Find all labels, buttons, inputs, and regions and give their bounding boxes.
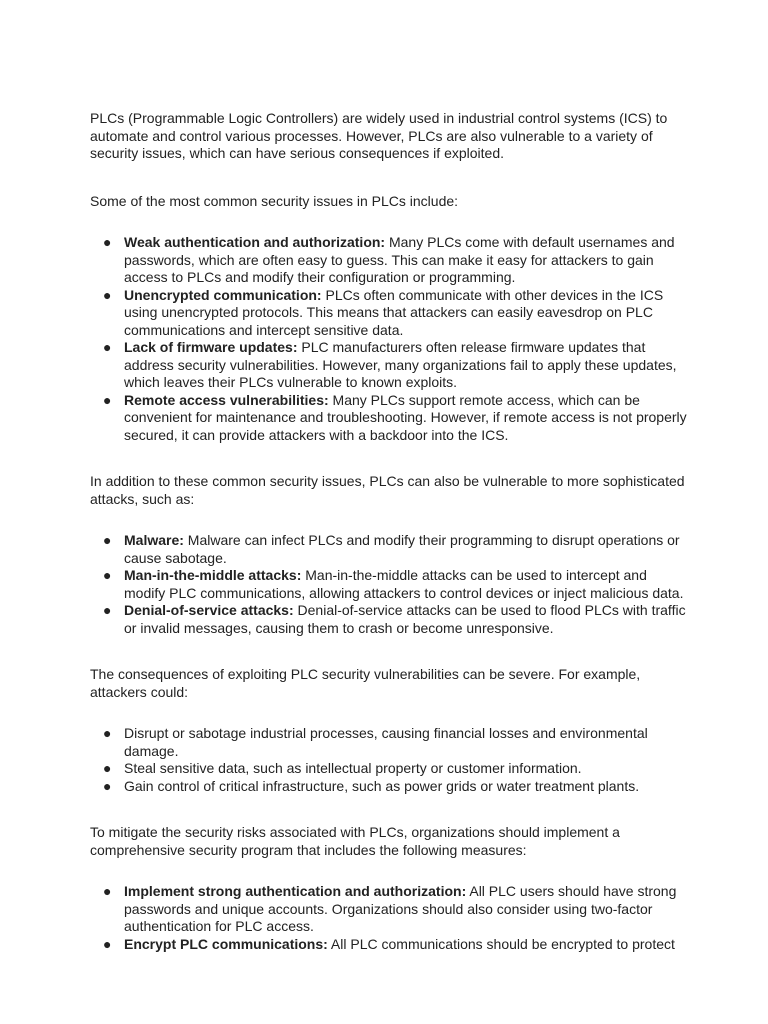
bullet-icon: ●	[103, 725, 112, 741]
list-item-term: Encrypt PLC communications:	[124, 935, 328, 952]
list-item-term: Denial-of-service attacks:	[124, 602, 294, 618]
list-item-text: Steal sensitive data, such as intellectual property or customer information.	[124, 760, 582, 776]
list-item	[90, 392, 690, 445]
list-item	[90, 339, 690, 392]
list-item	[90, 567, 690, 602]
list-item-text: PLC manufacturers often release firmware updates that address security vulnerabilities. However, many organizations fail to apply these updates, which leaves their PLCs vulnerable to known exploits.	[124, 339, 677, 390]
list-item	[90, 936, 690, 954]
list-item-term: Remote access vulnerabilities:	[124, 391, 329, 408]
list-item-text: All PLC communications should be encrypted to protect	[327, 935, 675, 952]
bullet-icon: ●	[103, 286, 112, 303]
list-item-term: Malware:	[124, 532, 184, 548]
list-item	[90, 725, 690, 760]
list-item-term: Unencrypted communication:	[124, 286, 322, 303]
bullet-icon: ●	[103, 602, 112, 618]
sophisticated-attacks-intro: In addition to these common security issues, PLCs can also be vulnerable to more sophisticated attacks, such as:	[90, 473, 685, 507]
list-item-term: Lack of firmware updates:	[124, 339, 298, 355]
consequences-intro: The consequences of exploiting PLC security vulnerabilities can be severe. For example, attackers could:	[90, 666, 641, 700]
mitigation-list	[90, 883, 690, 953]
list-item	[90, 234, 690, 287]
bullet-icon: ●	[103, 883, 112, 899]
list-item-text: Denial-of-service attacks can be used to flood PLCs with traffic or invalid messages, causing them to crash or become unresponsive.	[124, 602, 686, 636]
bullet-icon: ●	[103, 234, 112, 250]
list-item-text: All PLC users should have strong passwords and unique accounts. Organizations should also consider using two-factor authentication for PLC access.	[124, 883, 677, 934]
list-item-text: Gain control of critical infrastructure, such as power grids or water treatment plants.	[124, 777, 640, 794]
intro-paragraph: PLCs (Programmable Logic Controllers) are widely used in industrial control systems (ICS) to automate and control various processes. However, PLCs are also vulnerable to a variety of security issues, which can have serious consequences if exploited.	[90, 110, 668, 161]
bullet-icon: ●	[103, 777, 112, 794]
list-item-text: Disrupt or sabotage industrial processes, causing financial losses and environmental damage.	[124, 725, 648, 759]
bullet-icon: ●	[103, 339, 112, 355]
list-item-text: Malware can infect PLCs and modify their programming to disrupt operations or cause sabotage.	[124, 532, 680, 566]
sophisticated-attacks-list	[90, 532, 690, 637]
list-item-text: Many PLCs support remote access, which can be convenient for maintenance and troubleshooting. However, if remote access is not properly secured, it can provide attackers with a backdoor into the ICS.	[124, 391, 687, 443]
bullet-icon: ●	[103, 760, 112, 776]
mitigation-intro: To mitigate the security risks associated with PLCs, organizations should implement a comprehensive security program that includes the following measures:	[90, 824, 620, 858]
document-body	[90, 110, 690, 953]
list-item	[90, 883, 690, 936]
common-issues-intro: Some of the most common security issues in PLCs include:	[90, 192, 459, 209]
bullet-icon: ●	[103, 532, 112, 548]
list-item-term: Weak authentication and authorization:	[124, 234, 386, 250]
list-item	[90, 760, 690, 778]
consequences-list	[90, 725, 690, 795]
list-item	[90, 287, 690, 340]
bullet-icon: ●	[103, 567, 112, 583]
bullet-icon: ●	[103, 935, 112, 952]
bullet-icon: ●	[103, 391, 112, 408]
list-item	[90, 602, 690, 637]
list-item-text: Many PLCs come with default usernames and passwords, which are often easy to guess. This can make it easy for attackers to gain access to PLCs and modify their configuration or programming.	[124, 234, 675, 285]
list-item	[90, 532, 690, 567]
list-item	[90, 778, 690, 796]
list-item-term: Man-in-the-middle attacks:	[124, 567, 302, 583]
list-item-text: Man-in-the-middle attacks can be used to intercept and modify PLC communications, allowing attackers to control devices or inject malicious data.	[124, 567, 684, 601]
list-item-text: PLCs often communicate with other devices in the ICS using unencrypted protocols. This means that attackers can easily eavesdrop on PLC communications and intercept sensitive data.	[124, 286, 664, 338]
common-issues-list	[90, 234, 690, 444]
list-item-term: Implement strong authentication and authorization:	[124, 883, 467, 899]
